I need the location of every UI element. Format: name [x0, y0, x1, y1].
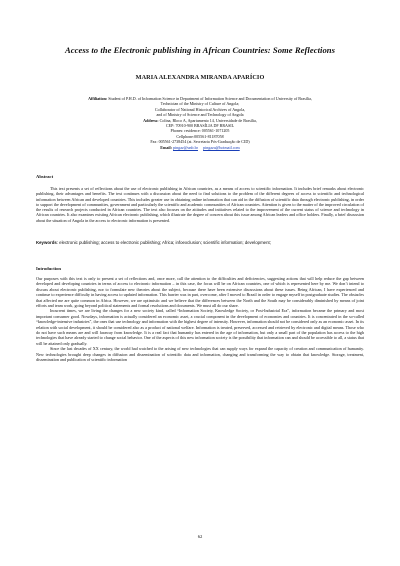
email-link-1[interactable]: pingaz@unb.br — [173, 144, 198, 150]
page-number: 62 — [197, 534, 203, 539]
email-label: Email: — [160, 144, 172, 150]
email-link-2[interactable]: pingaza@hotmail.com — [203, 144, 240, 150]
phones-line: Phones: residence: 005561-1071205 — [170, 128, 230, 134]
fax-line: Fax: 005561-2738454 (at. Secretaria Pós-Graduação de CID) — [150, 139, 250, 145]
postal-line: CEP: 70910-900 BRASÍLIA DF BRASIL — [165, 123, 235, 129]
address-label: Address: — [143, 117, 159, 123]
intro-paragraph-2: Incurrent times, we are living the changes for a new society kind, called “Information Society, Knowledge Society, or Post-Industrial Era”, information became the primary and most important consumer good. Nowdays, information is actually considered an economic asset, a crucial component in the development of economies and countries. It is concentrated in the so-called “knowledge-intensive industries”, the ones that use technology and information with the highest degree of intensity. However, information should not be considered only as an economic asset. In its relation with social development, it should be considered also as a product of national welfare. Information is treated, preserved, accessed and retrieved by electronic and digital means. Those who do not have such means are and will faraway from knowledge. It is a real fact that humanity has entered in the age of information, but only a small part of the population has access to the high technologies that have already started to change social behavior. One of the aspects of this new information society is the possibility that information can and should be accessible to all, a status that will be attained only gradually. — [36, 308, 364, 346]
keywords-block — [36, 240, 364, 246]
keywords-label: Keywords — [36, 240, 57, 245]
affiliation-line-3: Collaborator of National Historical Archives of Angola, — [154, 106, 246, 112]
intro-paragraph-1: Our purposes with this text is only to present a set of reflections and, once more, call the attention to the difficulties and deficiencies, suggesting actions that will help reduce the gap between developed and developing countries in terms of access to electronic information – in this case, the focus will be on African countries, one of which is represented here by me. We don’t intend to discuss about electronic publishing, nor to formulate new theories about the subject, because there have been extensive discussions about these issues. Being African, I have experienced and continue to experience difficulty in having access to updated information. This barrier was in part, overcome, after I moved to Brazil in order to engage myself in postgraduate studies. The obstacles that affected me are quite common in Africa. However, we are optimistic and we believe that the differences between the North and the South may be considerably diminished by means of joint efforts and team work, going beyond political statements and formal resolutions and documents. We must all do our share. — [36, 276, 364, 309]
affiliation-line-4: and of Ministry of Science and Technology of Angola — [156, 112, 244, 118]
abstract-heading: Abstract — [36, 174, 54, 179]
affiliation-text: Student of P.H.D. of Information Science in Department of Information Science and Documentation of University of Brasília, — [108, 96, 312, 101]
email-line — [60, 145, 340, 150]
affiliation-label: Affiliation: — [88, 96, 108, 101]
abstract-text: This text presents a set of reflections about the use of electronic publishing in African countries, as a means of access to scientific information. It includes brief remarks about electronic publishing, their advantages and benefits. The text continues with a discussion about the need to find solutions to the problem of the different degrees of access to scientific and technological information between African and developed countries. This includes greater use in obtaining online information that can aid in the diffusion of scientific data through electronic publishing, in order to support the development of communities, government and particularly the scientific and academic communities of African countries. Attention is given to the matter of the improved circulation of the results of research projects conducted in African countries. The text also focuses on the attitudes and initiatives related to the improvement of the current status of science and technology in African countries. It also examines existing African electronic publishing, which illustrate the degree of concern about this issue among African leaders and office holders. Finally, a brief discussion about the situation of Angola in the access to electronic information is presented. — [36, 186, 364, 223]
paper-title: Access to the Electronic publishing in African Countries: Some Reflections — [64, 45, 336, 55]
address-text: Colina, Bloco A, Apartamento 14, Universidade de Brasília, — [159, 117, 257, 123]
intro-paragraph-3: Since the last decades of XX century, the world had watched to the arising of new technologies that can supply ways for expand the capacity of creation and communication of humanity. New technologies brought deep changes in diffusion and dissemination of scientific data and information, changing and transforming the way to obtain that knowledge. Storage, treatment, dissemination and publication of scientific information — [36, 346, 364, 363]
introduction-body — [36, 276, 364, 363]
affiliation-line-2: Technician of the Ministry of Culture of Angola; — [160, 101, 240, 107]
introduction-heading: Introduction — [36, 266, 61, 271]
keywords-text: : electronic publishing; access to electronic publishing; Africa; infoexclusion; scientific information; development; — [56, 240, 271, 245]
cellphone-line: Cellphone:005561-81187058 — [176, 133, 224, 139]
affiliation-block — [60, 96, 340, 150]
author-name: MARIA ALEXANDRA MIRANDA APARÍCIO — [135, 74, 265, 81]
